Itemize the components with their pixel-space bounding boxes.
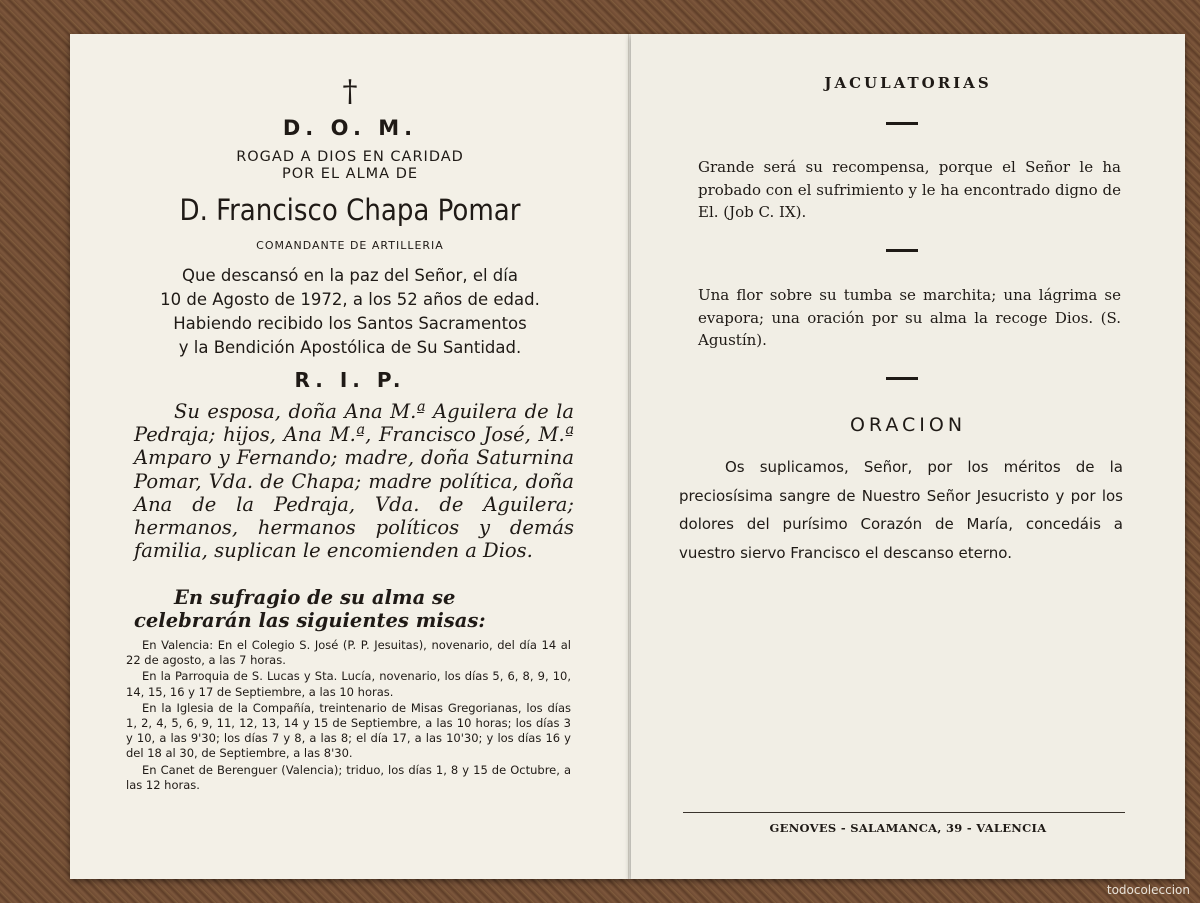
death-line: Habiendo recibido los Santos Sacramentos bbox=[173, 314, 527, 333]
dom-heading: D. O. M. bbox=[282, 116, 418, 140]
masses-list bbox=[126, 638, 571, 794]
mass-item: En la Iglesia de la Compañía, treintenario de Misas Gregorianas, los días 1, 2, 4, 5, 6, 9, 11, 12, 13, 14 y 15 de Septiembre, a las 10 horas; los días 3 y 10, a las 9'30; los días 7 y 8, a las 8; el día 17, a las 10'30; y los días 16 y del 18 al 30, de Septiembre, a las 8'30. bbox=[126, 700, 571, 761]
rogad-line: POR EL ALMA DE bbox=[281, 166, 419, 182]
death-line: y la Bendición Apostólica de Su Santidad. bbox=[178, 338, 522, 357]
death-notice bbox=[70, 264, 630, 360]
jaculatoria-two: Una flor sobre su tumba se marchita; una lágrima se evapora; una oración por su alma la recoge Dios. (S. Agustín). bbox=[698, 286, 1121, 349]
printer-imprint: GENOVES - SALAMANCA, 39 - VALENCIA bbox=[769, 821, 1047, 835]
divider-dash bbox=[886, 377, 918, 380]
left-panel bbox=[70, 34, 630, 879]
mass-item: En la Parroquia de S. Lucas y Sta. Lucía, novenario, los días 5, 6, 8, 9, 10, 14, 15, 16 y 17 de Septiembre, a las 10 horas. bbox=[126, 669, 571, 699]
oracion-heading: ORACION bbox=[849, 414, 967, 436]
mass-item: En Valencia: En el Colegio S. José (P. P. Jesuitas), novenario, del día 14 al 22 de agosto, a las 7 horas. bbox=[126, 638, 571, 668]
family-paragraph: Su esposa, doña Ana M.ª Aguilera de la Pedraja; hijos, Ana M.ª, Francisco José, M.ª Amparo y Fernando; madre, doña Saturnina Pomar, Vda. de Chapa; madre política, doña Ana de la Pedraja, Vda. de Aguilera; hermanos, hermanos políticos y demás familia, suplican le encomienden a Dios. bbox=[134, 400, 574, 563]
right-panel bbox=[631, 34, 1185, 879]
death-line: 10 de Agosto de 1972, a los 52 años de edad. bbox=[160, 290, 540, 309]
divider-dash bbox=[886, 249, 918, 252]
rip-heading: R. I. P. bbox=[294, 368, 406, 392]
jaculatoria-one: Grande será su recompensa, porque el Señor le ha probado con el sufrimiento y le ha encontrado digno de El. (Job C. IX). bbox=[698, 158, 1121, 221]
oracion-paragraph: Os suplicamos, Señor, por los méritos de la preciosísima sangre de Nuestro Señor Jesucristo y por los dolores del purísimo Corazón de María, concedáis a vuestro siervo Francisco el descanso eterno. bbox=[679, 458, 1123, 562]
watermark-text: todocoleccion bbox=[1106, 883, 1190, 897]
deceased-name: D. Francisco Chapa Pomar bbox=[179, 193, 521, 227]
footer-rule bbox=[683, 812, 1125, 813]
death-line: Que descansó en la paz del Señor, el día bbox=[182, 266, 518, 285]
rogad-line: ROGAD A DIOS EN CARIDAD bbox=[236, 149, 464, 165]
divider-dash bbox=[886, 122, 918, 125]
jaculatorias-heading: JACULATORIAS bbox=[824, 74, 992, 92]
sufragio-paragraph: En sufragio de su alma se celebrarán las siguientes misas: bbox=[134, 586, 486, 633]
rank-title: COMANDANTE DE ARTILLERIA bbox=[256, 239, 444, 252]
cross-symbol: † bbox=[342, 74, 358, 109]
rogad-heading bbox=[70, 149, 630, 183]
mass-item: En Canet de Berenguer (Valencia); triduo, los días 1, 8 y 15 de Octubre, a las 12 horas. bbox=[126, 762, 571, 792]
